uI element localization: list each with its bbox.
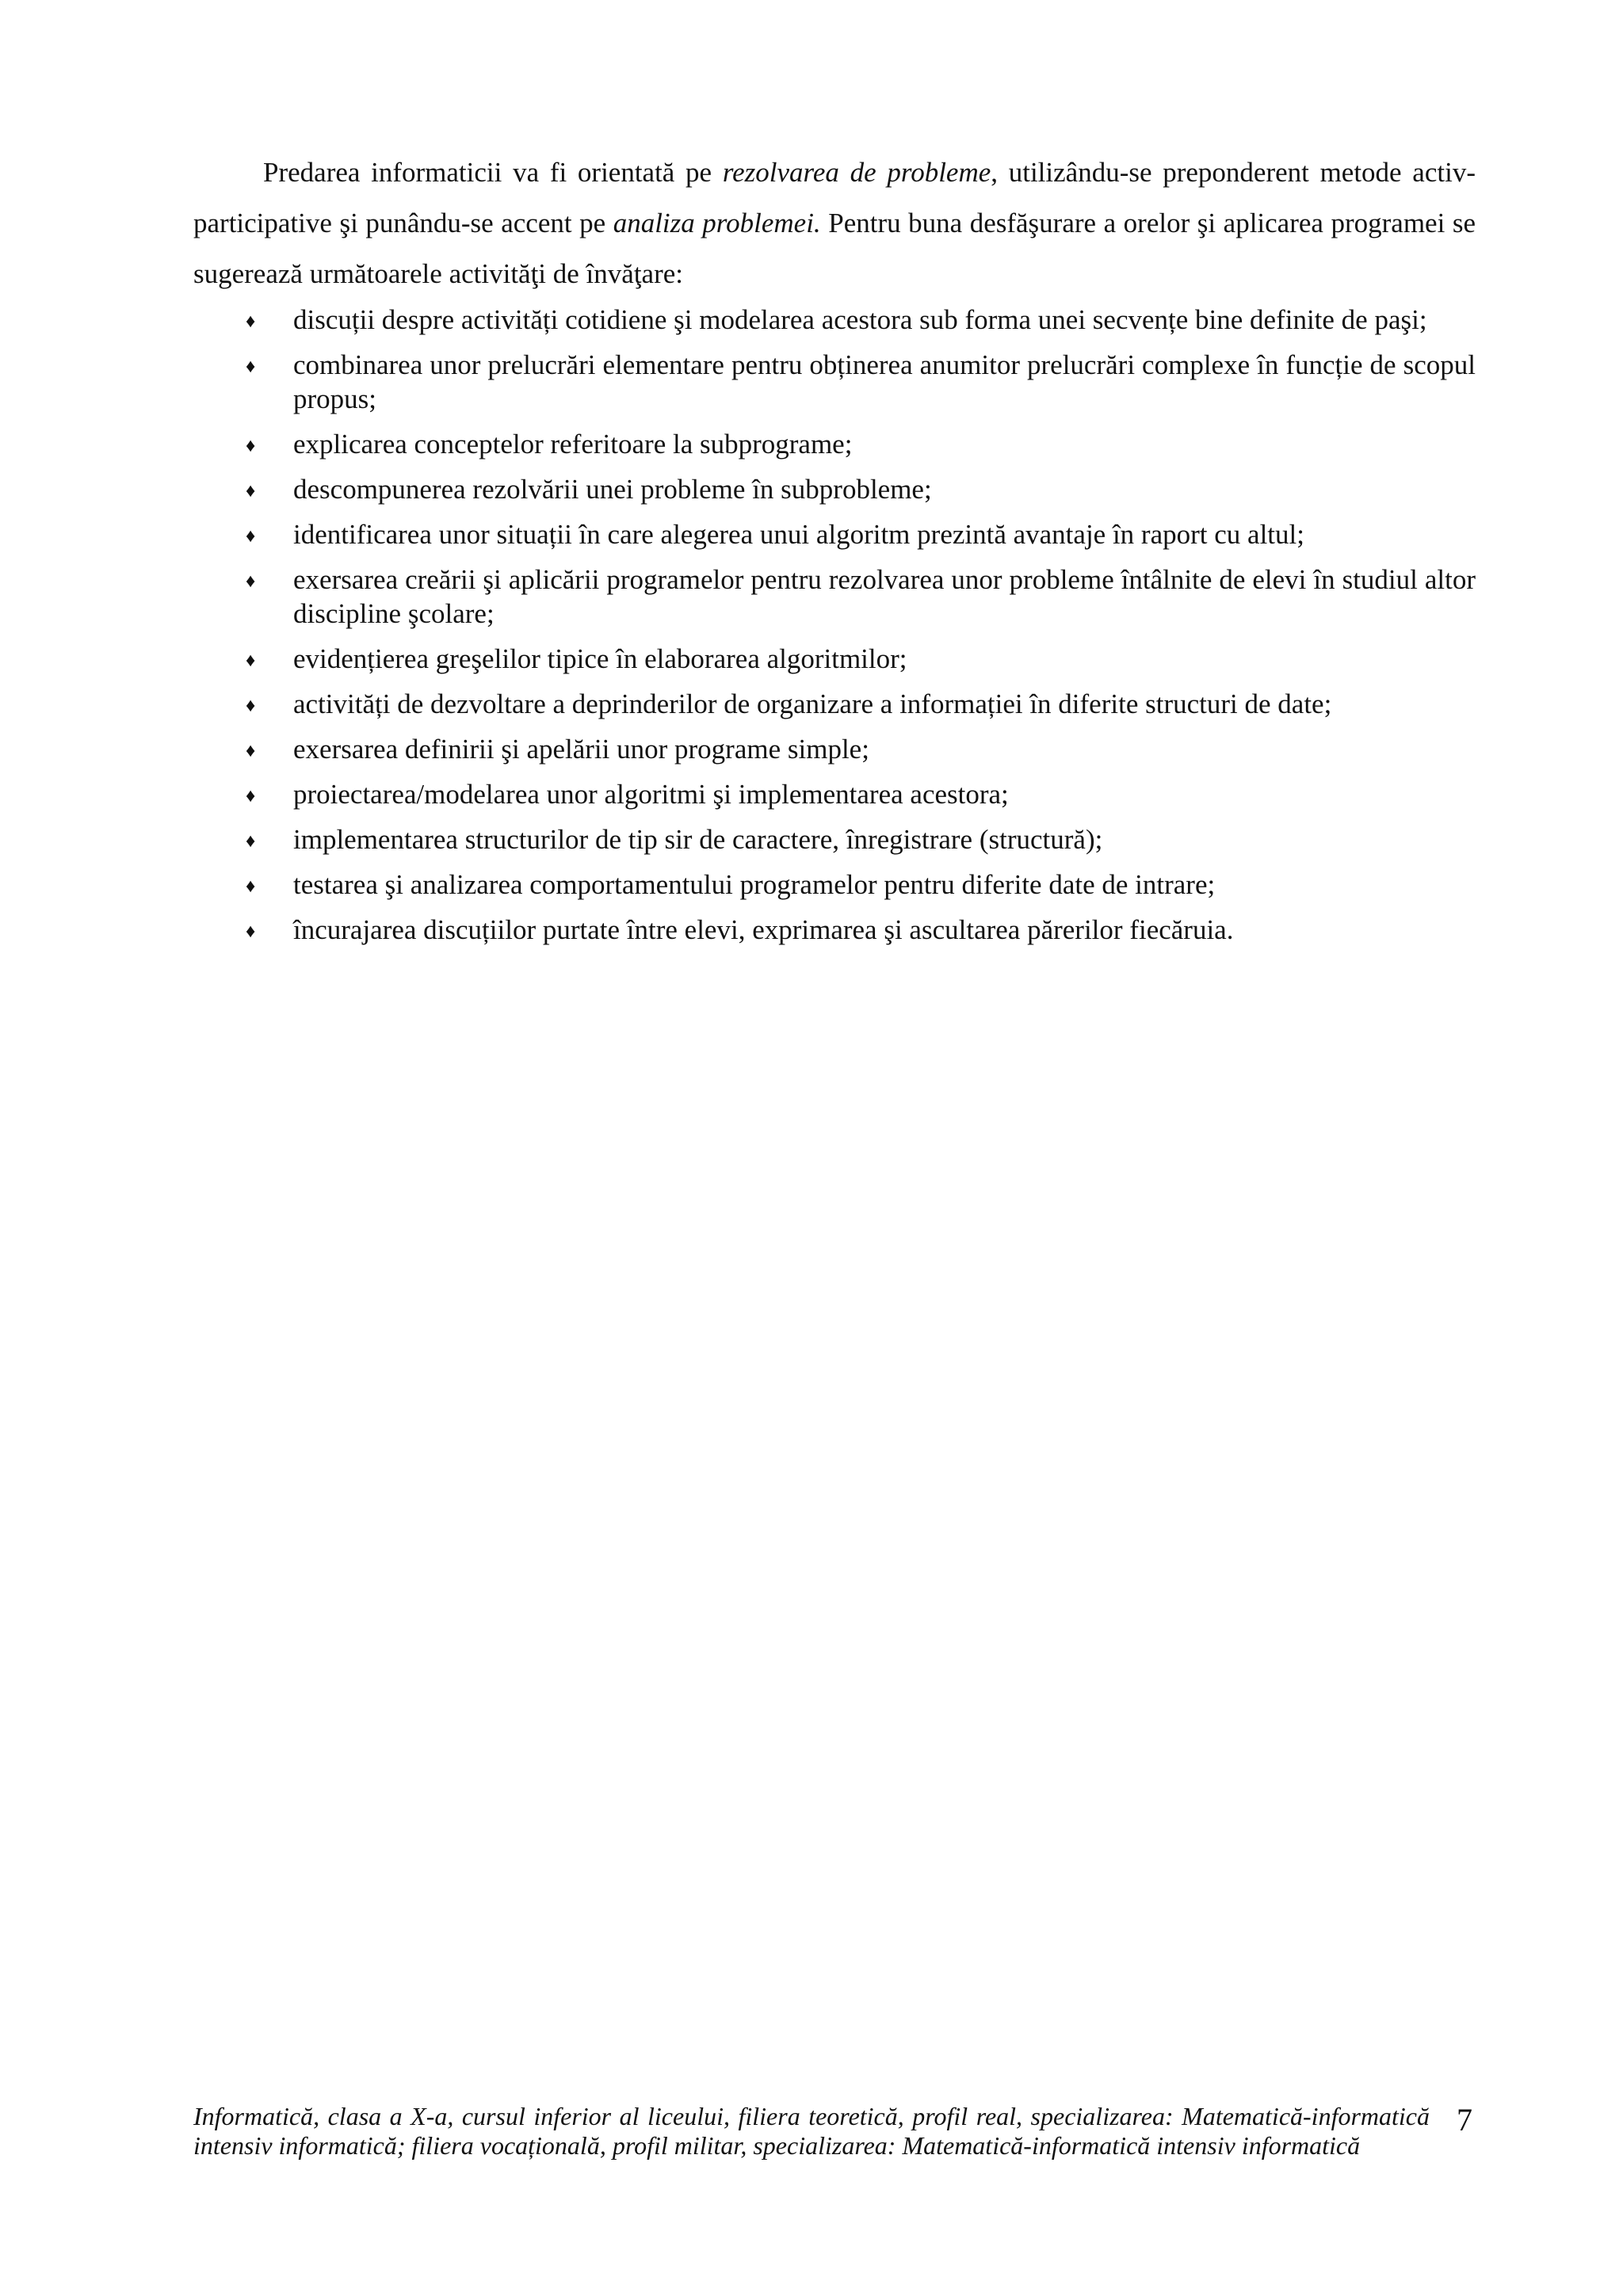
list-item-text: exersarea creării şi aplicării programelor pentru rezolvarea unor probleme întâlnite de elevi în studiul altor discipline şcolare; <box>293 564 1476 629</box>
list-item-text: activități de dezvoltare a deprinderilor de organizare a informației în diferite structuri de date; <box>293 688 1332 719</box>
list-item <box>193 563 1476 631</box>
list-item-text: implementarea structurilor de tip sir de caractere, înregistrare (structură); <box>293 824 1103 855</box>
list-item <box>193 517 1476 551</box>
diamond-bullet-icon: ♦ <box>246 650 256 671</box>
diamond-bullet-icon: ♦ <box>246 921 256 942</box>
diamond-bullet-icon: ♦ <box>246 526 256 547</box>
page-footer: Informatică, clasa a X-a, cursul inferior al liceului, filiera teoretică, profil real, specializarea: Matematică-informatică intensiv informatică; filiera vocațională, profil militar, specializarea: Matematică-informatică intensiv informatică <box>193 2102 1430 2160</box>
diamond-bullet-icon: ♦ <box>246 786 256 807</box>
intro-emphasis-1: rezolvarea de probleme <box>722 157 991 188</box>
list-item <box>193 348 1476 416</box>
list-item-text: încurajarea discuțiilor purtate între elevi, exprimarea şi ascultarea părerilor fiecăruia. <box>293 914 1234 945</box>
diamond-bullet-icon: ♦ <box>246 436 256 456</box>
list-item <box>193 687 1476 721</box>
list-item-text: combinarea unor prelucrări elementare pentru obținerea anumitor prelucrări complexe în funcție de scopul propus; <box>293 349 1476 414</box>
diamond-bullet-icon: ♦ <box>246 831 256 852</box>
activities-list <box>193 303 1476 947</box>
list-item <box>193 913 1476 947</box>
page-number: 7 <box>1457 2102 1472 2138</box>
list-item <box>193 732 1476 766</box>
diamond-bullet-icon: ♦ <box>246 481 256 502</box>
list-item-text: testarea şi analizarea comportamentului programelor pentru diferite date de intrare; <box>293 869 1216 900</box>
intro-emphasis-2: analiza problemei. <box>613 208 821 238</box>
diamond-bullet-icon: ♦ <box>246 571 256 592</box>
intro-text-1: Predarea informaticii va fi orientată pe <box>263 157 723 188</box>
list-item-text: proiectarea/modelarea unor algoritmi şi implementarea acestora; <box>293 779 1009 810</box>
list-item <box>193 303 1476 337</box>
list-item <box>193 427 1476 461</box>
intro-text-2: , utilizându-se preponderent metode activ-participative şi punându-se accent pe <box>193 157 1476 238</box>
list-item <box>193 642 1476 676</box>
diamond-bullet-icon: ♦ <box>246 876 256 897</box>
diamond-bullet-icon: ♦ <box>246 357 256 377</box>
list-item-text: exersarea definirii şi apelării unor programe simple; <box>293 734 869 765</box>
diamond-bullet-icon: ♦ <box>246 696 256 716</box>
body-text <box>193 147 1476 958</box>
list-item <box>193 822 1476 856</box>
intro-text-3: Pentru buna desfăşurare a orelor şi aplicarea programei se sugerează următoarele activităţi de învăţare: <box>193 208 1476 289</box>
diamond-bullet-icon: ♦ <box>246 741 256 761</box>
list-item-text: descompunerea rezolvării unei probleme în subprobleme; <box>293 474 932 505</box>
list-item-text: explicarea conceptelor referitoare la subprograme; <box>293 429 853 460</box>
list-item-text: identificarea unor situații în care alegerea unui algoritm prezintă avantaje în raport cu altul; <box>293 519 1304 550</box>
list-item-text: discuții despre activități cotidiene şi modelarea acestora sub forma unei secvențe bine definite de paşi; <box>293 304 1427 335</box>
list-item <box>193 777 1476 811</box>
intro-paragraph <box>193 147 1476 299</box>
list-item-text: evidențierea greşelilor tipice în elaborarea algoritmilor; <box>293 643 907 674</box>
diamond-bullet-icon: ♦ <box>246 311 256 332</box>
list-item <box>193 472 1476 506</box>
list-item <box>193 868 1476 902</box>
